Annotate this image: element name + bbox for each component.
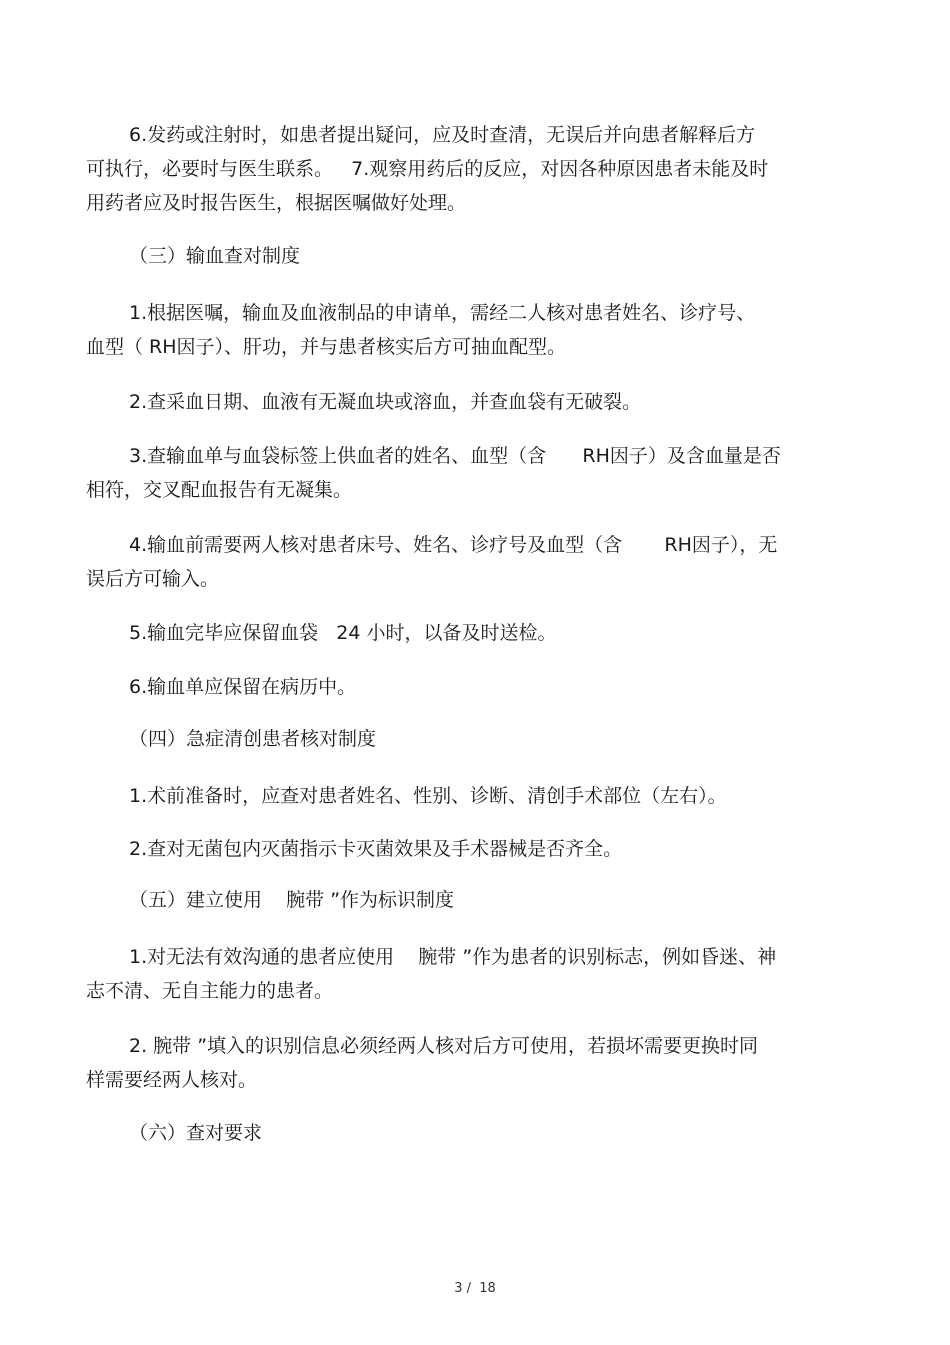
section-heading: （三）输血查对制度: [129, 245, 301, 267]
section-heading: （六）查对要求: [129, 1122, 263, 1144]
paragraph-line: 用药者应及时报告医生，根据医嘱做好处理。: [86, 192, 467, 214]
paragraph-line: 可执行，必要时与医生联系。 7.观察用药后的反应，对因各种原因患者未能及时: [86, 158, 769, 180]
paragraph-line: 5.输血完毕应保留血袋 24 小时，以备及时送检。: [129, 622, 557, 644]
paragraph-line: 1.根据医嘱，输血及血液制品的申请单，需经二人核对患者姓名、诊疗号、: [129, 302, 756, 324]
paragraph-line: 2. 腕带 ”填入的识别信息必须经两人核对后方可使用，若损坏需要更换时同: [129, 1035, 759, 1057]
paragraph-line: 相符，交叉配血报告有无凝集。: [86, 479, 353, 501]
paragraph-line: 6.发药或注射时，如患者提出疑问，应及时查清，无误后并向患者解释后方: [129, 124, 756, 146]
paragraph-line: 2.查对无菌包内灭菌指示卡灭菌效果及手术器械是否齐全。: [129, 838, 623, 860]
paragraph-line: 1.对无法有效沟通的患者应使用 腕带 ”作为患者的识别标志，例如昏迷、神: [129, 946, 777, 968]
paragraph-line: 2.查采血日期、血液有无凝血块或溶血，并查血袋有无破裂。: [129, 391, 642, 413]
paragraph-line: 误后方可输入。: [86, 568, 220, 590]
section-heading: （四）急症清创患者核对制度: [129, 728, 377, 750]
paragraph-line: 志不清、无自主能力的患者。: [86, 980, 334, 1002]
paragraph-line: 6.输血单应保留在病历中。: [129, 676, 357, 698]
paragraph-line: 1.术前准备时，应查对患者姓名、性别、诊断、清创手术部位（左右）。: [129, 785, 727, 807]
paragraph-line: 3.查输血单与血袋标签上供血者的姓名、血型（含 RH因子）及含血量是否: [129, 445, 781, 467]
paragraph-line: 样需要经两人核对。: [86, 1069, 258, 1091]
section-heading: （五）建立使用 腕带 ”作为标识制度: [129, 889, 455, 911]
paragraph-line: 4.输血前需要两人核对患者床号、姓名、诊疗号及血型（含 RH因子），无: [129, 534, 778, 556]
paragraph-line: 血型（ RH因子）、肝功，并与患者核实后方可抽血配型。: [86, 336, 567, 358]
page-number: 3 / 18: [454, 1281, 496, 1296]
